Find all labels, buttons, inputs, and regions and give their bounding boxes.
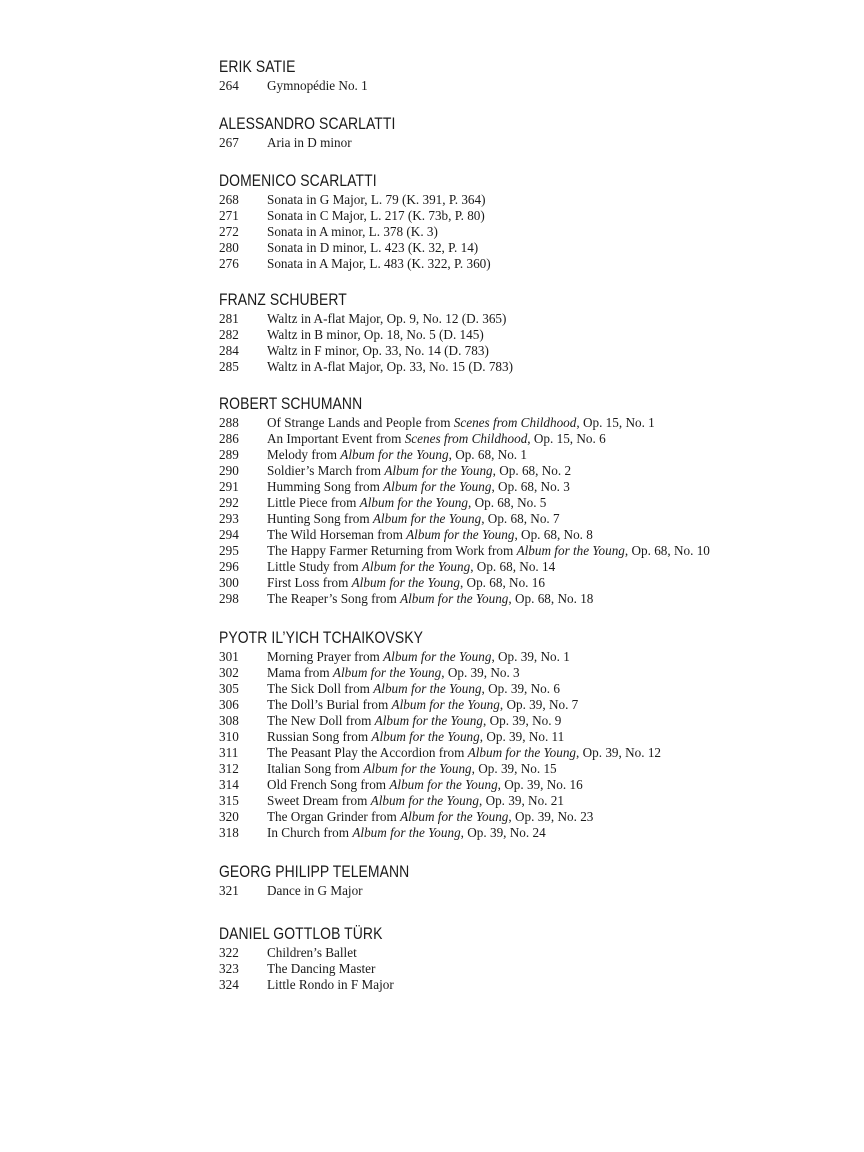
piece-title-text: Sonata in G Major, L. 79 (K. 391, P. 364) — [267, 192, 486, 207]
contents-entry — [219, 224, 491, 240]
opus-number: , Op. 39, No. 23 — [508, 809, 594, 824]
page-number: 286 — [219, 431, 239, 446]
opus-number: , Op. 68, No. 18 — [508, 591, 594, 606]
collection-title: Album for the Young — [351, 575, 460, 590]
piece-title-text: Old French Song from — [267, 777, 390, 792]
contents-entry — [219, 825, 661, 841]
collection-title: Album for the Young — [370, 793, 479, 808]
opus-number: , Op. 39, No. 16 — [497, 777, 583, 792]
piece-title — [267, 745, 661, 761]
piece-title-text: The Doll’s Burial from — [267, 697, 392, 712]
page-number: 295 — [219, 543, 239, 558]
contents-entry — [219, 192, 491, 208]
piece-title-text: Italian Song from — [267, 761, 364, 776]
composer-section — [219, 393, 710, 607]
piece-title — [267, 825, 546, 841]
contents-entry — [219, 479, 710, 495]
page-number: 324 — [219, 977, 239, 992]
contents-entry — [219, 665, 661, 681]
piece-title-text: Waltz in B minor, Op. 18, No. 5 (D. 145) — [267, 327, 484, 342]
contents-entry — [219, 415, 710, 431]
page-number: 311 — [219, 745, 239, 760]
page-number: 285 — [219, 359, 239, 374]
piece-title — [267, 809, 593, 825]
opus-number: , Op. 68, No. 14 — [470, 559, 556, 574]
piece-title-text: Gymnopédie No. 1 — [267, 78, 368, 93]
piece-title — [267, 527, 593, 543]
page-number: 267 — [219, 135, 239, 150]
piece-title — [267, 359, 513, 375]
contents-entry — [219, 793, 661, 809]
collection-title: Album for the Young — [352, 825, 461, 840]
piece-title-text: The Reaper’s Song from — [267, 591, 401, 606]
piece-title — [267, 977, 394, 993]
collection-title: Album for the Young — [363, 761, 472, 776]
contents-entry — [219, 777, 661, 793]
piece-title-text: The Wild Horseman from — [267, 527, 407, 542]
contents-entry — [219, 559, 710, 575]
opus-number: , Op. 68, No. 8 — [514, 527, 593, 542]
contents-entry — [219, 343, 513, 359]
collection-title: Album for the Young — [383, 479, 492, 494]
piece-title — [267, 761, 557, 777]
composer-heading: GEORG PHILIPP TELEMANN — [219, 862, 410, 881]
composer-section — [219, 289, 513, 375]
page-number: 315 — [219, 793, 239, 808]
composer-section — [219, 923, 418, 993]
page-number: 318 — [219, 825, 239, 840]
opus-number: , Op. 39, No. 1 — [491, 649, 570, 664]
piece-title — [267, 327, 484, 343]
opus-number: , Op. 68, No. 16 — [459, 575, 545, 590]
piece-title-text: Sonata in A Major, L. 483 (K. 322, P. 360) — [267, 256, 491, 271]
contents-entry — [219, 713, 661, 729]
contents-entry — [219, 240, 491, 256]
contents-entry — [219, 809, 661, 825]
contents-entry — [219, 575, 710, 591]
opus-number: , Op. 39, No. 9 — [483, 713, 562, 728]
piece-title-text: Sweet Dream from — [267, 793, 371, 808]
piece-title — [267, 649, 570, 665]
piece-title — [267, 681, 560, 697]
piece-title-text: The Happy Farmer Returning from Work from — [267, 543, 517, 558]
piece-title — [267, 793, 564, 809]
contents-entry — [219, 543, 710, 559]
contents-entry — [219, 945, 418, 961]
piece-title-text: The Dancing Master — [267, 961, 376, 976]
contents-entry — [219, 256, 491, 272]
page-number: 323 — [219, 961, 239, 976]
piece-title-text: Little Rondo in F Major — [267, 977, 394, 992]
contents-entry — [219, 649, 661, 665]
collection-title: Scenes from Childhood — [453, 415, 577, 430]
opus-number: , Op. 68, No. 7 — [481, 511, 560, 526]
collection-title: Album for the Young — [400, 591, 509, 606]
collection-title: Album for the Young — [389, 777, 498, 792]
opus-number: , Op. 39, No. 12 — [576, 745, 662, 760]
page-number: 321 — [219, 883, 239, 898]
piece-title-text: Morning Prayer from — [267, 649, 384, 664]
page-number: 302 — [219, 665, 239, 680]
piece-title — [267, 224, 438, 240]
composer-section — [219, 627, 661, 841]
contents-entry — [219, 745, 661, 761]
collection-title: Album for the Young — [400, 809, 509, 824]
opus-number: , Op. 39, No. 24 — [460, 825, 546, 840]
piece-title — [267, 495, 546, 511]
page-number: 296 — [219, 559, 239, 574]
opus-number: , Op. 68, No. 10 — [624, 543, 710, 558]
piece-title — [267, 777, 583, 793]
contents-entry — [219, 977, 418, 993]
contents-entry — [219, 447, 710, 463]
opus-number: , Op. 39, No. 7 — [499, 697, 579, 712]
composer-section — [219, 170, 491, 272]
piece-title-text: First Loss from — [267, 575, 352, 590]
page-number: 293 — [219, 511, 239, 526]
opus-number: , Op. 15, No. 1 — [576, 415, 655, 430]
page-number: 264 — [219, 78, 239, 93]
page-number: 272 — [219, 224, 239, 239]
page-number: 291 — [219, 479, 239, 494]
opus-number: , Op. 68, No. 2 — [492, 463, 572, 478]
collection-title: Scenes from Childhood — [404, 431, 528, 446]
piece-title — [267, 945, 357, 961]
composer-section — [219, 861, 451, 899]
piece-title — [267, 961, 375, 977]
piece-title — [267, 729, 564, 745]
page-number: 281 — [219, 311, 239, 326]
collection-title: Album for the Young — [372, 511, 482, 526]
collection-title: Album for the Young — [384, 463, 493, 478]
page-number: 271 — [219, 208, 239, 223]
piece-title — [267, 415, 655, 431]
contents-entry — [219, 431, 710, 447]
piece-title-text: The Sick Doll from — [267, 681, 374, 696]
piece-title-text: Melody from — [267, 447, 341, 462]
collection-title: Album for the Young — [516, 543, 625, 558]
composer-section — [219, 113, 434, 151]
page-number: 314 — [219, 777, 239, 792]
piece-title — [267, 713, 561, 729]
collection-title: Album for the Young — [391, 697, 500, 712]
opus-number: , Op. 15, No. 6 — [527, 431, 606, 446]
piece-title-text: The Organ Grinder from — [267, 809, 401, 824]
piece-title — [267, 697, 578, 713]
piece-title — [267, 256, 491, 272]
opus-number: , Op. 68, No. 5 — [467, 495, 547, 510]
contents-entry — [219, 311, 513, 327]
composer-heading: ERIK SATIE — [219, 57, 296, 76]
piece-title-text: Children’s Ballet — [267, 945, 357, 960]
piece-title-text: The Peasant Play the Accordion from — [267, 745, 468, 760]
piece-title — [267, 192, 486, 208]
contents-entry — [219, 327, 513, 343]
contents-entry — [219, 527, 710, 543]
piece-title-text: Of Strange Lands and People from — [267, 415, 454, 430]
piece-title-text: Little Study from — [267, 559, 362, 574]
composer-heading: ALESSANDRO SCARLATTI — [219, 114, 396, 133]
collection-title: Album for the Young — [340, 447, 449, 462]
opus-number: , Op. 39, No. 3 — [441, 665, 520, 680]
contents-entry — [219, 208, 491, 224]
composer-heading: PYOTR IL’YICH TCHAIKOVSKY — [219, 628, 423, 647]
composer-heading: DANIEL GOTTLOB TÜRK — [219, 924, 383, 943]
contents-entry — [219, 961, 418, 977]
page-number: 320 — [219, 809, 239, 824]
piece-title — [267, 479, 570, 495]
page-number: 284 — [219, 343, 239, 358]
page-number: 312 — [219, 761, 239, 776]
contents-entry — [219, 135, 434, 151]
piece-title-text: Hunting Song from — [267, 511, 373, 526]
page-number: 282 — [219, 327, 239, 342]
piece-title — [267, 78, 368, 94]
opus-number: , Op. 39, No. 6 — [481, 681, 560, 696]
piece-title — [267, 883, 363, 899]
composer-heading: ROBERT SCHUMANN — [219, 394, 363, 413]
contents-entry — [219, 495, 710, 511]
piece-title-text: Sonata in D minor, L. 423 (K. 32, P. 14) — [267, 240, 479, 255]
page-number: 290 — [219, 463, 239, 478]
piece-title — [267, 575, 545, 591]
page-number: 288 — [219, 415, 239, 430]
piece-title — [267, 208, 485, 224]
piece-title — [267, 447, 527, 463]
page-number: 305 — [219, 681, 239, 696]
piece-title-text: The New Doll from — [267, 713, 375, 728]
piece-title-text: Mama from — [267, 665, 333, 680]
page-number: 298 — [219, 591, 239, 606]
page-number: 306 — [219, 697, 239, 712]
piece-title — [267, 431, 606, 447]
page-number: 301 — [219, 649, 239, 664]
contents-entry — [219, 359, 513, 375]
piece-title-text: Dance in G Major — [267, 883, 363, 898]
piece-title-text: Little Piece from — [267, 495, 360, 510]
collection-title: Album for the Young — [467, 745, 577, 760]
contents-entry — [219, 463, 710, 479]
piece-title — [267, 343, 489, 359]
contents-entry — [219, 681, 661, 697]
page-number: 280 — [219, 240, 239, 255]
contents-entry — [219, 591, 710, 607]
opus-number: , Op. 39, No. 11 — [479, 729, 565, 744]
piece-title-text: Waltz in A-flat Major, Op. 9, No. 12 (D. 365) — [267, 311, 507, 326]
piece-title — [267, 543, 710, 559]
contents-entry — [219, 697, 661, 713]
contents-entry — [219, 761, 661, 777]
page-number: 300 — [219, 575, 239, 590]
piece-title-text: Russian Song from — [267, 729, 372, 744]
opus-number: , Op. 68, No. 3 — [491, 479, 570, 494]
opus-number: , Op. 39, No. 15 — [471, 761, 557, 776]
page-number: 322 — [219, 945, 239, 960]
piece-title-text: Aria in D minor — [267, 135, 352, 150]
page-number: 276 — [219, 256, 239, 271]
page-number: 292 — [219, 495, 239, 510]
piece-title-text: Sonata in C Major, L. 217 (K. 73b, P. 80) — [267, 208, 485, 223]
piece-title-text: Soldier’s March from — [267, 463, 385, 478]
composer-heading: FRANZ SCHUBERT — [219, 290, 347, 309]
collection-title: Album for the Young — [374, 713, 483, 728]
page-number: 294 — [219, 527, 239, 542]
collection-title: Album for the Young — [406, 527, 515, 542]
piece-title — [267, 511, 560, 527]
piece-title-text: Sonata in A minor, L. 378 (K. 3) — [267, 224, 438, 239]
collection-title: Album for the Young — [359, 495, 468, 510]
contents-entry — [219, 883, 451, 899]
collection-title: Album for the Young — [371, 729, 480, 744]
opus-number: , Op. 39, No. 21 — [478, 793, 564, 808]
composer-heading: DOMENICO SCARLATTI — [219, 171, 377, 190]
piece-title — [267, 559, 555, 575]
piece-title — [267, 135, 352, 151]
page-number: 310 — [219, 729, 239, 744]
piece-title — [267, 240, 478, 256]
piece-title — [267, 311, 506, 327]
collection-title: Album for the Young — [361, 559, 471, 574]
page-number: 308 — [219, 713, 239, 728]
piece-title — [267, 665, 520, 681]
piece-title-text: In Church from — [267, 825, 353, 840]
piece-title — [267, 591, 593, 607]
page-number: 268 — [219, 192, 239, 207]
contents-entry — [219, 511, 710, 527]
piece-title-text: Waltz in F minor, Op. 33, No. 14 (D. 783) — [267, 343, 489, 358]
composer-section — [219, 56, 368, 94]
piece-title-text: Humming Song from — [267, 479, 384, 494]
collection-title: Album for the Young — [373, 681, 482, 696]
opus-number: , Op. 68, No. 1 — [448, 447, 527, 462]
piece-title-text: Waltz in A-flat Major, Op. 33, No. 15 (D. 783) — [267, 359, 513, 374]
collection-title: Album for the Young — [332, 665, 442, 680]
piece-title — [267, 463, 571, 479]
contents-entry — [219, 78, 368, 94]
collection-title: Album for the Young — [383, 649, 492, 664]
page-number: 289 — [219, 447, 239, 462]
piece-title-text: An Important Event from — [267, 431, 405, 446]
contents-entry — [219, 729, 661, 745]
